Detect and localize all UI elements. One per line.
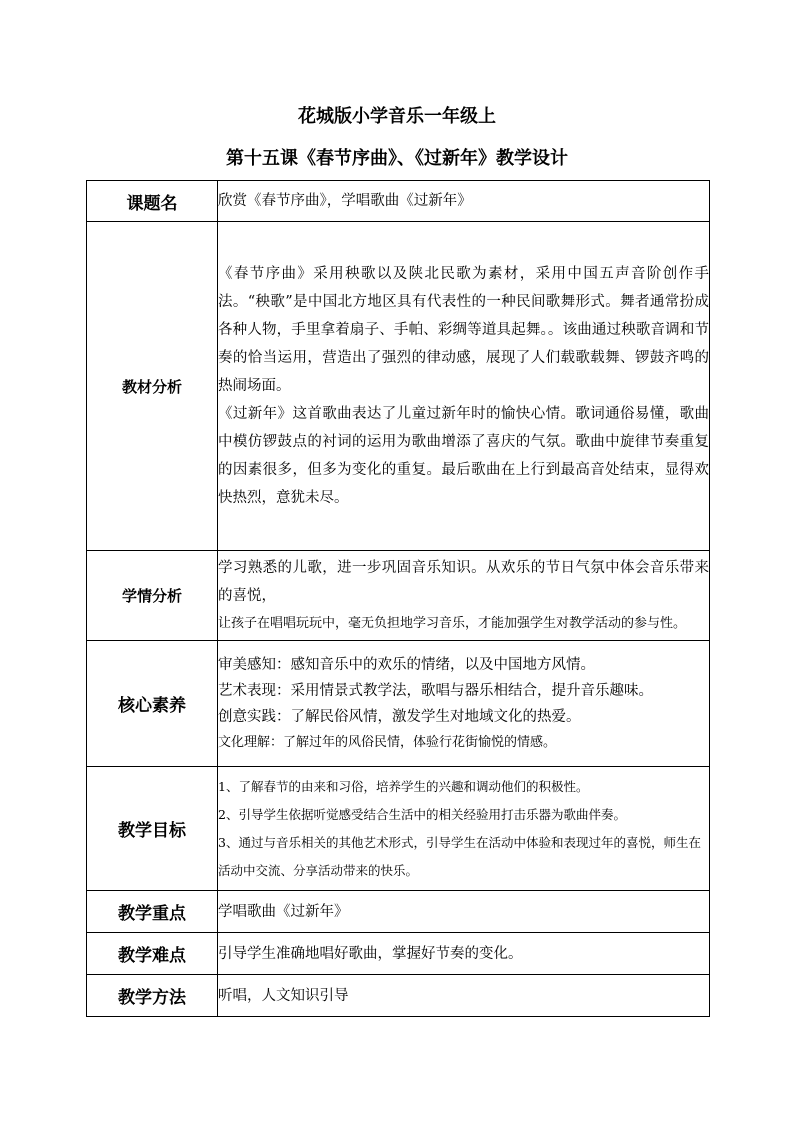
table-row-learner — [87, 551, 710, 641]
table-row-difficulty — [87, 933, 710, 975]
document-title: 花城版小学音乐一年级上 — [298, 106, 496, 127]
method-value: 听唱，人文知识引导 — [218, 975, 710, 1017]
material-label: 教材分析 — [87, 222, 218, 551]
focus-value: 学唱歌曲《过新年》 — [218, 891, 710, 933]
goals-label: 教学目标 — [87, 767, 218, 891]
goal-item-2: 2、引导学生依据听觉感受结合生活中的相关经验用打击乐器为歌曲伴奏。 — [218, 806, 626, 822]
learner-label: 学情分析 — [87, 551, 218, 641]
table-row-topic — [87, 181, 710, 222]
literacy-item-4: 文化理解：了解过年的风俗民情，体验行花街愉悦的情感。 — [218, 734, 557, 750]
material-paragraph-1: 《春节序曲》采用秧歌以及陕北民歌为素材，采用中国五声音阶创作手法。“秧歌”是中国北方地区具有代表性的一种民间歌舞形式。舞者通常扮成各种人物，手里拿着扇子、手帕、彩绸等道具起舞。。该曲通过秧歌音调和节奏的恰当运用，营造出了强烈的律动感，展现了人们载歌载舞、锣鼓齐鸣的热闹场面。 — [218, 266, 709, 394]
learner-content — [218, 551, 710, 641]
table-row-literacy — [87, 641, 710, 767]
literacy-content — [218, 641, 710, 767]
literacy-item-2: 艺术表现：采用情景式教学法，歌唱与器乐相结合，提升音乐趣味。 — [218, 682, 653, 699]
method-label: 教学方法 — [87, 975, 218, 1017]
goals-content — [218, 767, 710, 891]
material-paragraph-2: 《过新年》这首歌曲表达了儿童过新年时的愉快心情。歌词通俗易懂，歌曲中模仿锣鼓点的衬词的运用为歌曲增添了喜庆的气氛。歌曲中旋律节奏重复的因素很多，但多为变化的重复。最后歌曲在上行到最高音处结束，显得欢快热烈，意犹未尽。 — [218, 406, 709, 506]
literacy-item-1: 审美感知：感知音乐中的欢乐的情绪，以及中国地方风情。 — [218, 656, 595, 673]
goal-item-1: 1、了解春节的由来和习俗，培养学生的兴趣和调动他们的积极性。 — [218, 778, 589, 794]
table-row-focus — [87, 891, 710, 933]
goal-item-3: 3、通过与音乐相关的其他艺术形式，引导学生在活动中体验和表现过年的喜悦，师生在活动中交流、分享活动带来的快乐。 — [218, 834, 701, 878]
material-content — [218, 222, 710, 551]
topic-label: 课题名 — [87, 181, 218, 222]
table-row-method — [87, 975, 710, 1017]
learner-line-1: 学习熟悉的儿歌，进一步巩固音乐知识。从欢乐的节日气氛中体会音乐带来的喜悦， — [218, 559, 709, 604]
literacy-label: 核心素养 — [87, 641, 218, 767]
lesson-plan-table — [86, 180, 710, 1017]
document-subtitle: 第十五课《春节序曲》、《过新年》教学设计 — [226, 148, 568, 169]
literacy-item-3: 创意实践：了解民俗风情，激发学生对地域文化的热爱。 — [218, 708, 581, 725]
difficulty-value: 引导学生准确地唱好歌曲，掌握好节奏的变化。 — [218, 933, 710, 975]
difficulty-label: 教学难点 — [87, 933, 218, 975]
focus-label: 教学重点 — [87, 891, 218, 933]
learner-line-2: 让孩子在唱唱玩玩中，毫无负担地学习音乐，才能加强学生对教学活动的参与性。 — [218, 615, 687, 631]
table-row-material — [87, 222, 710, 551]
table-row-goals — [87, 767, 710, 891]
topic-value: 欣赏《春节序曲》，学唱歌曲《过新年》 — [218, 181, 710, 222]
